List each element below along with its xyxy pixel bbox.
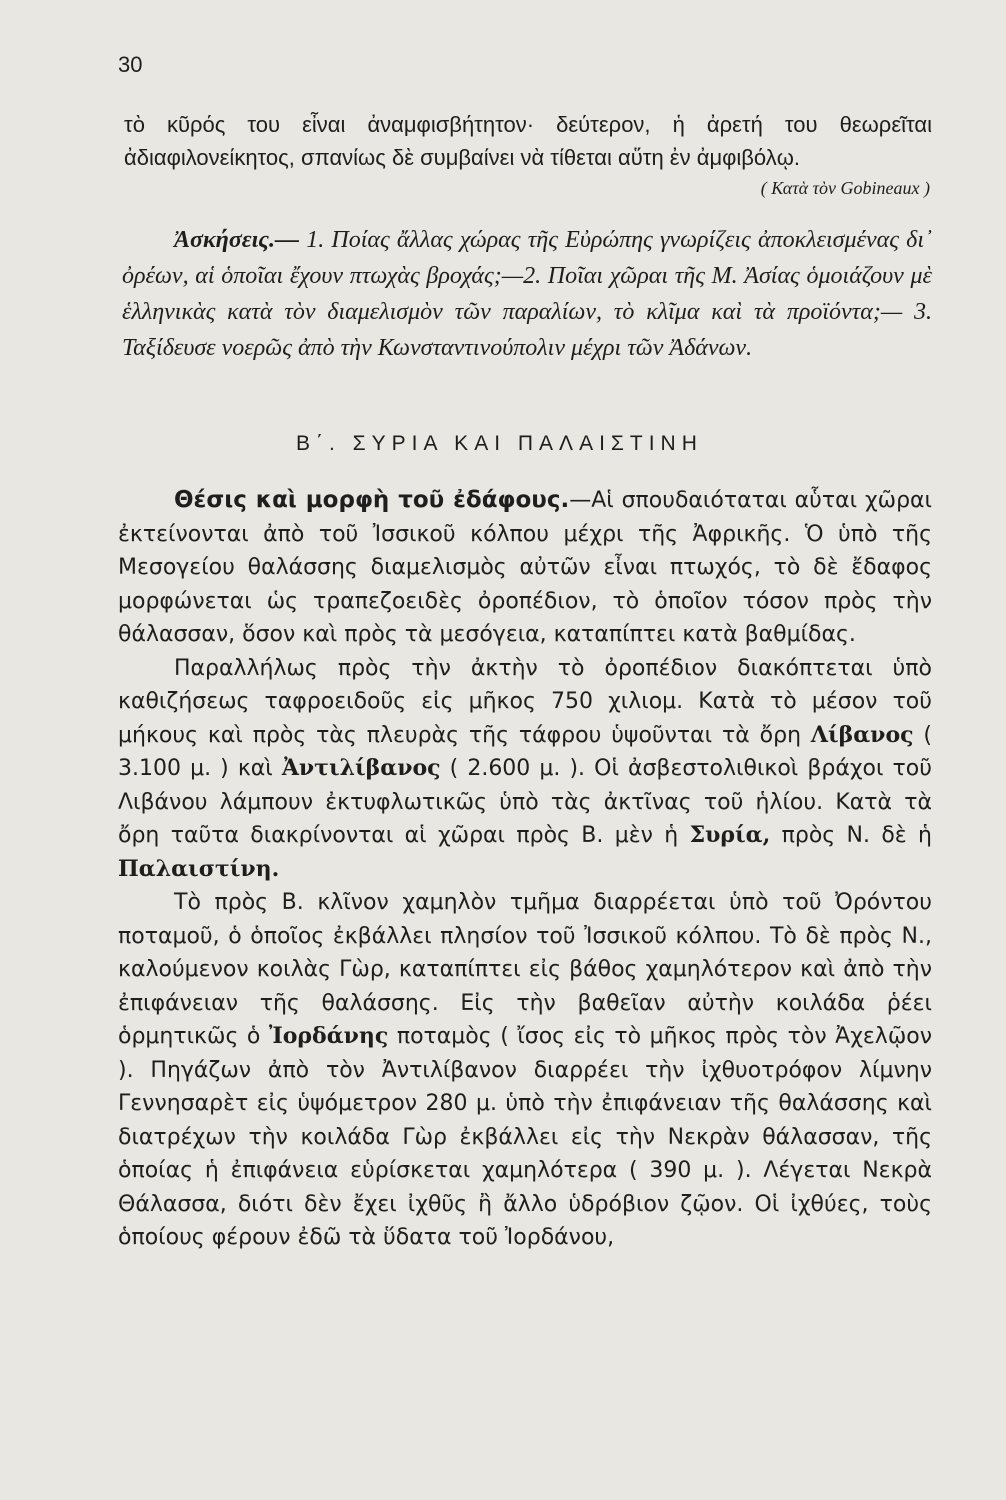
exercises-label: Ἀσκήσεις.— <box>174 227 299 253</box>
term-syria: Συρία, <box>689 822 771 848</box>
paragraph-3-text-b: ποταμὸς ( ἴσος εἰς τὸ μῆκος πρὸς τὸν Ἀχελῷον ). Πηγάζων ἀπὸ τὸν Ἀντιλίβανον διαρρέει τὴν ἰχθυοτρόφον λίμνην Γεννησαρὲτ εἰς ὑψόμετρον 280 μ. ὑπὸ τὴν ἐπιφάνειαν τῆς θαλάσσης καὶ διατρέχων τὴν κοιλάδα Γὼρ ἐκβάλλει εἰς τὴν Νεκρὰν θάλασσαν, τῆς ὁποίας ἡ ἐπιφάνεια εὑρίσκεται χαμηλότερα ( 390 μ. ). Λέγεται Νεκρὰ Θάλασσα, διότι δὲν ἔχει ἰχθῦς ἢ ἄλλο ὑδρόβιον ζῷον. Οἱ ἰχθύες, τοὺς ὁποίους φέρουν ἐδῶ τὰ ὕδατα τοῦ Ἰορδάνου, <box>118 1024 932 1250</box>
paragraph-3-text-a: Τὸ πρὸς Β. κλῖνον χαμηλὸν τμῆμα διαρρέεται ὑπὸ τοῦ Ὀρόντου ποταμοῦ, ὁ ὁποῖος ἐκβάλλει πλησίον τοῦ Ἰσσικοῦ κόλπου. Τὸ δὲ πρὸς Ν., καλούμενον κοιλὰς Γὼρ, καταπίπτει εἰς βάθος χαμηλότερον καὶ ἀπὸ τὴν ἐπιφάνειαν τῆς θαλάσσης. Εἰς τὴν βαθεῖαν αὐτὴν κοιλάδα ῥέει ὁρμητικῶς ὁ <box>118 890 932 1049</box>
paragraph-1 <box>118 484 932 652</box>
paragraph-2-text-c: ( 2.600 μ. ). Οἱ ἀσβεστολιθικοὶ βράχοι τοῦ Λιβάνου λάμπουν ἐκτυφλωτικῶς ὑπὸ τὰς ἀκτῖνας τοῦ ἡλίου. Κατὰ τὰ ὄρη ταῦτα διακρίνονται αἱ χῶραι πρὸς Β. μὲν ἡ <box>118 756 932 848</box>
paragraph-1-text: —Αἱ σπουδαιόταται αὗται χῶραι ἐκτείνονται ἀπὸ τοῦ Ἰσσικοῦ κόλπου μέχρι τῆς Ἀφρικῆς. Ὁ ὑπὸ τῆς Μεσογείου θαλάσσης διαμελισμὸς αὐτῶν εἶναι πτωχός, τὸ δὲ ἔδαφος μορφώνεται ὡς τραπεζοειδὲς ὀροπέδιον, τὸ ὁποῖον τόσον πρὸς τὴν θάλασσαν, ὅσον καὶ πρὸς τὰ μεσόγεια, καταπίπτει κατὰ βαθμίδας. <box>118 488 932 647</box>
quote-text: τὸ κῦρός του εἶναι ἀναμφισβήτητον· δεύτερον, ἡ ἀρετή του θεωρεῖται ἀδιαφιλονείκητος, σπανίως δὲ συμβαίνει νὰ τίθεται αὕτη ἐν ἀμφιβόλῳ. <box>124 112 932 170</box>
paragraph-2-text-a: Παραλλήλως πρὸς τὴν ἀκτὴν τὸ ὀροπέδιον διακόπτεται ὑπὸ καθιζήσεως ταφροειδοῦς εἰς μῆκος 750 χιλιομ. Κατὰ τὸ μέσον τοῦ μήκους καὶ πρὸς τὰς πλευρὰς τῆς τάφρου ὑψοῦνται τὰ ὄρη <box>118 655 932 748</box>
paragraph-2 <box>118 652 932 887</box>
exercises-text: 1. Ποίας ἄλλας χώρας τῆς Εὐρώπης γνωρίζεις ἀποκλεισμένας δι᾽ ὀρέων, αἱ ὁποῖαι ἔχουν πτωχὰς βροχάς;—2. Ποῖαι χῶραι τῆς Μ. Ἀσίας ὁμοιάζουν μὲ ἑλληνικὰς κατὰ τὸν διαμελισμὸν τῶν παραλίων, τὸ κλῖμα καὶ τὰ προϊόντα;— 3. Ταξίδευσε νοερῶς ἀπὸ τὴν Κωνσταντινούπολιν μέχρι τῶν Ἀδάνων. <box>122 227 932 361</box>
quote-block <box>124 108 932 174</box>
term-antilivanos: Ἀντιλίβανος <box>281 755 441 781</box>
quote-attribution: ( Κατὰ τὸν Gobineaux ) <box>760 178 930 198</box>
exercises-block <box>122 222 932 366</box>
term-iordanis: Ἰορδάνης <box>268 1023 389 1049</box>
section-subhead: Θέσις καὶ μορφὴ τοῦ ἐδάφους. <box>174 487 570 513</box>
term-livanos: Λίβανος <box>810 721 914 748</box>
page-number: 30 <box>118 52 143 77</box>
paragraph-3 <box>118 886 932 1255</box>
term-palaistini: Παλαιστίνη. <box>118 855 280 882</box>
paragraph-2-text-d: πρὸς Ν. δὲ ἡ <box>770 823 932 848</box>
body-text <box>118 484 932 1255</box>
exercises-paragraph <box>122 222 932 366</box>
paragraph-2-text-b: ( 3.100 μ. ) καὶ <box>118 722 932 781</box>
section-heading: Β΄. ΣΥΡΙΑ ΚΑΙ ΠΑΛΑΙΣΤΙΝΗ <box>296 432 703 455</box>
